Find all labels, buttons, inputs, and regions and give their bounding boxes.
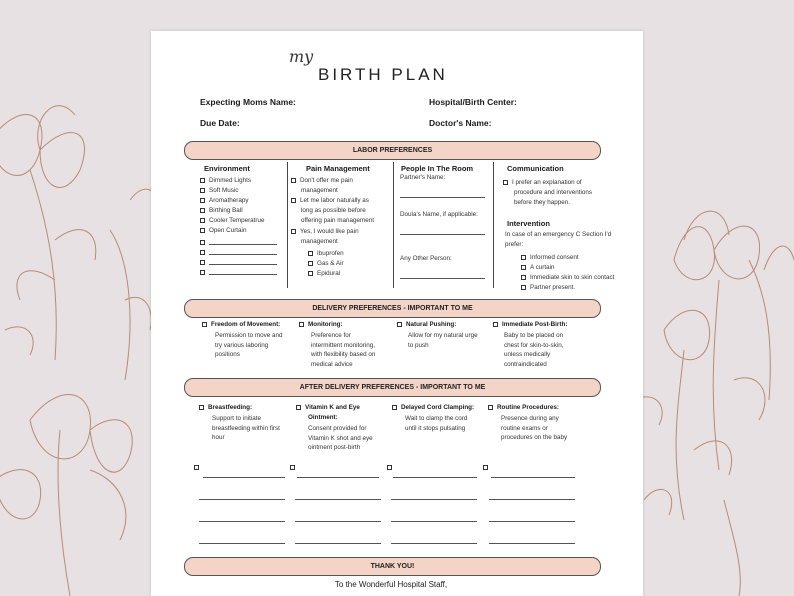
- after-delivery-title-cont: Ointment:: [308, 414, 338, 421]
- checkbox[interactable]: [296, 405, 301, 410]
- pain-sub-option[interactable]: Epidural: [308, 269, 340, 279]
- pain-sub-option[interactable]: Ibuprofen: [308, 249, 344, 259]
- pain-option-yes-cont: management: [301, 238, 338, 245]
- pain-option-natural-cont: offering pain management: [301, 217, 375, 224]
- checkbox[interactable]: [200, 198, 205, 203]
- pain-option-yes[interactable]: Yes, I would like pain: [291, 227, 359, 237]
- communication-option[interactable]: I prefer an explanation of: [503, 178, 582, 188]
- other-person-line[interactable]: [400, 278, 485, 279]
- write-in-line[interactable]: [489, 521, 575, 522]
- write-in-line[interactable]: [391, 521, 477, 522]
- hospital-label: Hospital/Birth Center:: [429, 97, 517, 107]
- doula-line[interactable]: [400, 234, 485, 235]
- after-delivery-description: Consent provided for Vitamin K shot and eye ointment post-birth: [308, 425, 373, 452]
- delivery-option[interactable]: Freedom of Movement:: [202, 321, 280, 328]
- script-my: my: [289, 47, 314, 66]
- delivery-option[interactable]: Natural Pushing:: [397, 321, 456, 328]
- blank-checkbox-option[interactable]: [483, 463, 492, 473]
- partner-label: Partner's Name:: [400, 174, 446, 181]
- after-delivery-preferences-bar: AFTER DELIVERY PREFERENCES - IMPORTANT TO ME: [184, 378, 601, 397]
- checkbox[interactable]: [488, 405, 493, 410]
- environment-blank-option[interactable]: [200, 258, 209, 268]
- checkbox[interactable]: [483, 465, 488, 470]
- write-in-line[interactable]: [209, 264, 277, 265]
- delivery-description: Baby to be placed on chest for skin-to-skin, unless medically contraindicated: [504, 332, 564, 368]
- checkbox[interactable]: [308, 271, 313, 276]
- environment-option[interactable]: Cooler Temperatrue: [200, 216, 265, 226]
- column-divider: [393, 162, 394, 288]
- write-in-line[interactable]: [391, 543, 477, 544]
- pain-option-natural[interactable]: Let me labor naturally as: [291, 196, 369, 206]
- after-delivery-description: Support to initiate breastfeeding within first hour: [212, 415, 280, 442]
- checkbox[interactable]: [521, 265, 526, 270]
- delivery-description: Preference for intermittent monitoring, with flexibility based on medical advice: [311, 332, 376, 368]
- write-in-line[interactable]: [295, 543, 381, 544]
- checkbox[interactable]: [397, 322, 402, 327]
- thank-you-bar: THANK YOU!: [184, 557, 601, 576]
- after-delivery-description: Presence during any routine exams or procedures on the baby: [501, 415, 568, 442]
- after-delivery-option[interactable]: Routine Procedures:: [488, 404, 559, 411]
- delivery-option[interactable]: Monitoring:: [299, 321, 343, 328]
- expecting-moms-name-label: Expecting Moms Name:: [200, 97, 296, 107]
- page-title: BIRTH PLAN: [318, 65, 448, 84]
- checkbox[interactable]: [291, 178, 296, 183]
- environment-option[interactable]: Aromatherapy: [200, 196, 249, 206]
- delivery-description: Permission to move and try various laboring positions: [215, 332, 283, 359]
- write-in-line[interactable]: [295, 499, 381, 500]
- birth-plan-page: [151, 31, 643, 596]
- doula-label: Doula's Name, if applicable:: [400, 211, 478, 218]
- communication-text-cont: before they happen.: [514, 199, 571, 206]
- environment-blank-option[interactable]: [200, 238, 209, 248]
- floral-decoration-right: [624, 0, 794, 596]
- partner-line[interactable]: [400, 197, 485, 198]
- write-in-line[interactable]: [393, 477, 477, 478]
- checkbox[interactable]: [493, 322, 498, 327]
- write-in-line[interactable]: [297, 477, 379, 478]
- checkbox[interactable]: [194, 465, 199, 470]
- checkbox[interactable]: [200, 208, 205, 213]
- blank-checkbox-option[interactable]: [194, 463, 203, 473]
- salutation: To the Wonderful Hospital Staff,: [334, 580, 448, 589]
- checkbox[interactable]: [299, 322, 304, 327]
- delivery-option[interactable]: Immediate Post-Birth:: [493, 321, 567, 328]
- pain-management-heading: Pain Management: [306, 164, 370, 173]
- checkbox[interactable]: [387, 465, 392, 470]
- write-in-line[interactable]: [391, 499, 477, 500]
- labor-preferences-bar: LABOR PREFERENCES: [184, 141, 601, 160]
- write-in-line[interactable]: [199, 543, 285, 544]
- checkbox[interactable]: [392, 405, 397, 410]
- write-in-line[interactable]: [209, 244, 277, 245]
- other-person-label: Any Other Person:: [400, 255, 452, 262]
- pain-sub-option[interactable]: Gas & Air: [308, 259, 344, 269]
- environment-option[interactable]: Soft Music: [200, 186, 238, 196]
- intervention-option[interactable]: Informed consent: [521, 253, 579, 263]
- intervention-option[interactable]: Immediate skin to skin contact: [521, 273, 614, 283]
- pain-option-none[interactable]: Don't offer me pain: [291, 176, 353, 186]
- checkbox[interactable]: [521, 275, 526, 280]
- checkbox[interactable]: [291, 198, 296, 203]
- blank-checkbox-option[interactable]: [387, 463, 396, 473]
- checkbox[interactable]: [200, 260, 205, 265]
- checkbox[interactable]: [521, 285, 526, 290]
- write-in-line[interactable]: [203, 477, 285, 478]
- write-in-line[interactable]: [489, 543, 575, 544]
- environment-option[interactable]: Dimmed Lights: [200, 176, 251, 186]
- write-in-line[interactable]: [209, 254, 277, 255]
- checkbox[interactable]: [200, 270, 205, 275]
- after-delivery-description: Wait to clamp the cord until it stops pulsating: [405, 415, 468, 432]
- communication-text-cont: procedure and interventions: [514, 189, 593, 196]
- environment-heading: Environment: [204, 164, 250, 173]
- floral-decoration-left: [0, 0, 160, 596]
- pain-option-natural-cont: long as possible before: [301, 207, 366, 214]
- checkbox[interactable]: [503, 180, 508, 185]
- checkbox[interactable]: [200, 250, 205, 255]
- people-heading: People In The Room: [401, 164, 474, 173]
- write-in-line[interactable]: [199, 499, 285, 500]
- column-divider: [287, 162, 288, 288]
- after-delivery-option[interactable]: Vitamin K and Eye: [296, 404, 360, 411]
- after-delivery-option[interactable]: Breastfeeding:: [199, 404, 252, 411]
- write-in-line[interactable]: [295, 521, 381, 522]
- checkbox[interactable]: [308, 251, 313, 256]
- environment-option[interactable]: Birthing Ball: [200, 206, 243, 216]
- checkbox[interactable]: [290, 465, 295, 470]
- intervention-text: In case of an emergency C Section I'd: [505, 231, 612, 238]
- delivery-preferences-bar: DELIVERY PREFERENCES - IMPORTANT TO ME: [184, 299, 601, 318]
- checkbox[interactable]: [308, 261, 313, 266]
- intervention-heading: Intervention: [507, 219, 550, 228]
- environment-option[interactable]: Open Curtain: [200, 226, 246, 236]
- blank-checkbox-option[interactable]: [290, 463, 299, 473]
- pain-option-none-cont: management: [301, 187, 338, 194]
- checkbox[interactable]: [200, 188, 205, 193]
- due-date-label: Due Date:: [200, 118, 240, 128]
- doctor-label: Doctor's Name:: [429, 118, 492, 128]
- write-in-line[interactable]: [199, 521, 285, 522]
- checkbox[interactable]: [521, 255, 526, 260]
- column-divider: [493, 162, 494, 288]
- communication-heading: Communication: [507, 164, 564, 173]
- checkbox[interactable]: [202, 322, 207, 327]
- intervention-option[interactable]: Partner present.: [521, 283, 575, 293]
- delivery-description: Allow for my natural urge to push: [408, 332, 478, 349]
- environment-blank-option[interactable]: [200, 268, 209, 278]
- checkbox[interactable]: [200, 228, 205, 233]
- environment-blank-option[interactable]: [200, 248, 209, 258]
- intervention-text: prefer:: [505, 241, 524, 248]
- write-in-line[interactable]: [491, 477, 575, 478]
- checkbox[interactable]: [199, 405, 204, 410]
- write-in-line[interactable]: [209, 274, 277, 275]
- checkbox[interactable]: [200, 240, 205, 245]
- checkbox[interactable]: [200, 218, 205, 223]
- checkbox[interactable]: [291, 229, 296, 234]
- intervention-option[interactable]: A curtain: [521, 263, 555, 273]
- after-delivery-option[interactable]: Delayed Cord Clamping:: [392, 404, 474, 411]
- checkbox[interactable]: [200, 178, 205, 183]
- write-in-line[interactable]: [489, 499, 575, 500]
